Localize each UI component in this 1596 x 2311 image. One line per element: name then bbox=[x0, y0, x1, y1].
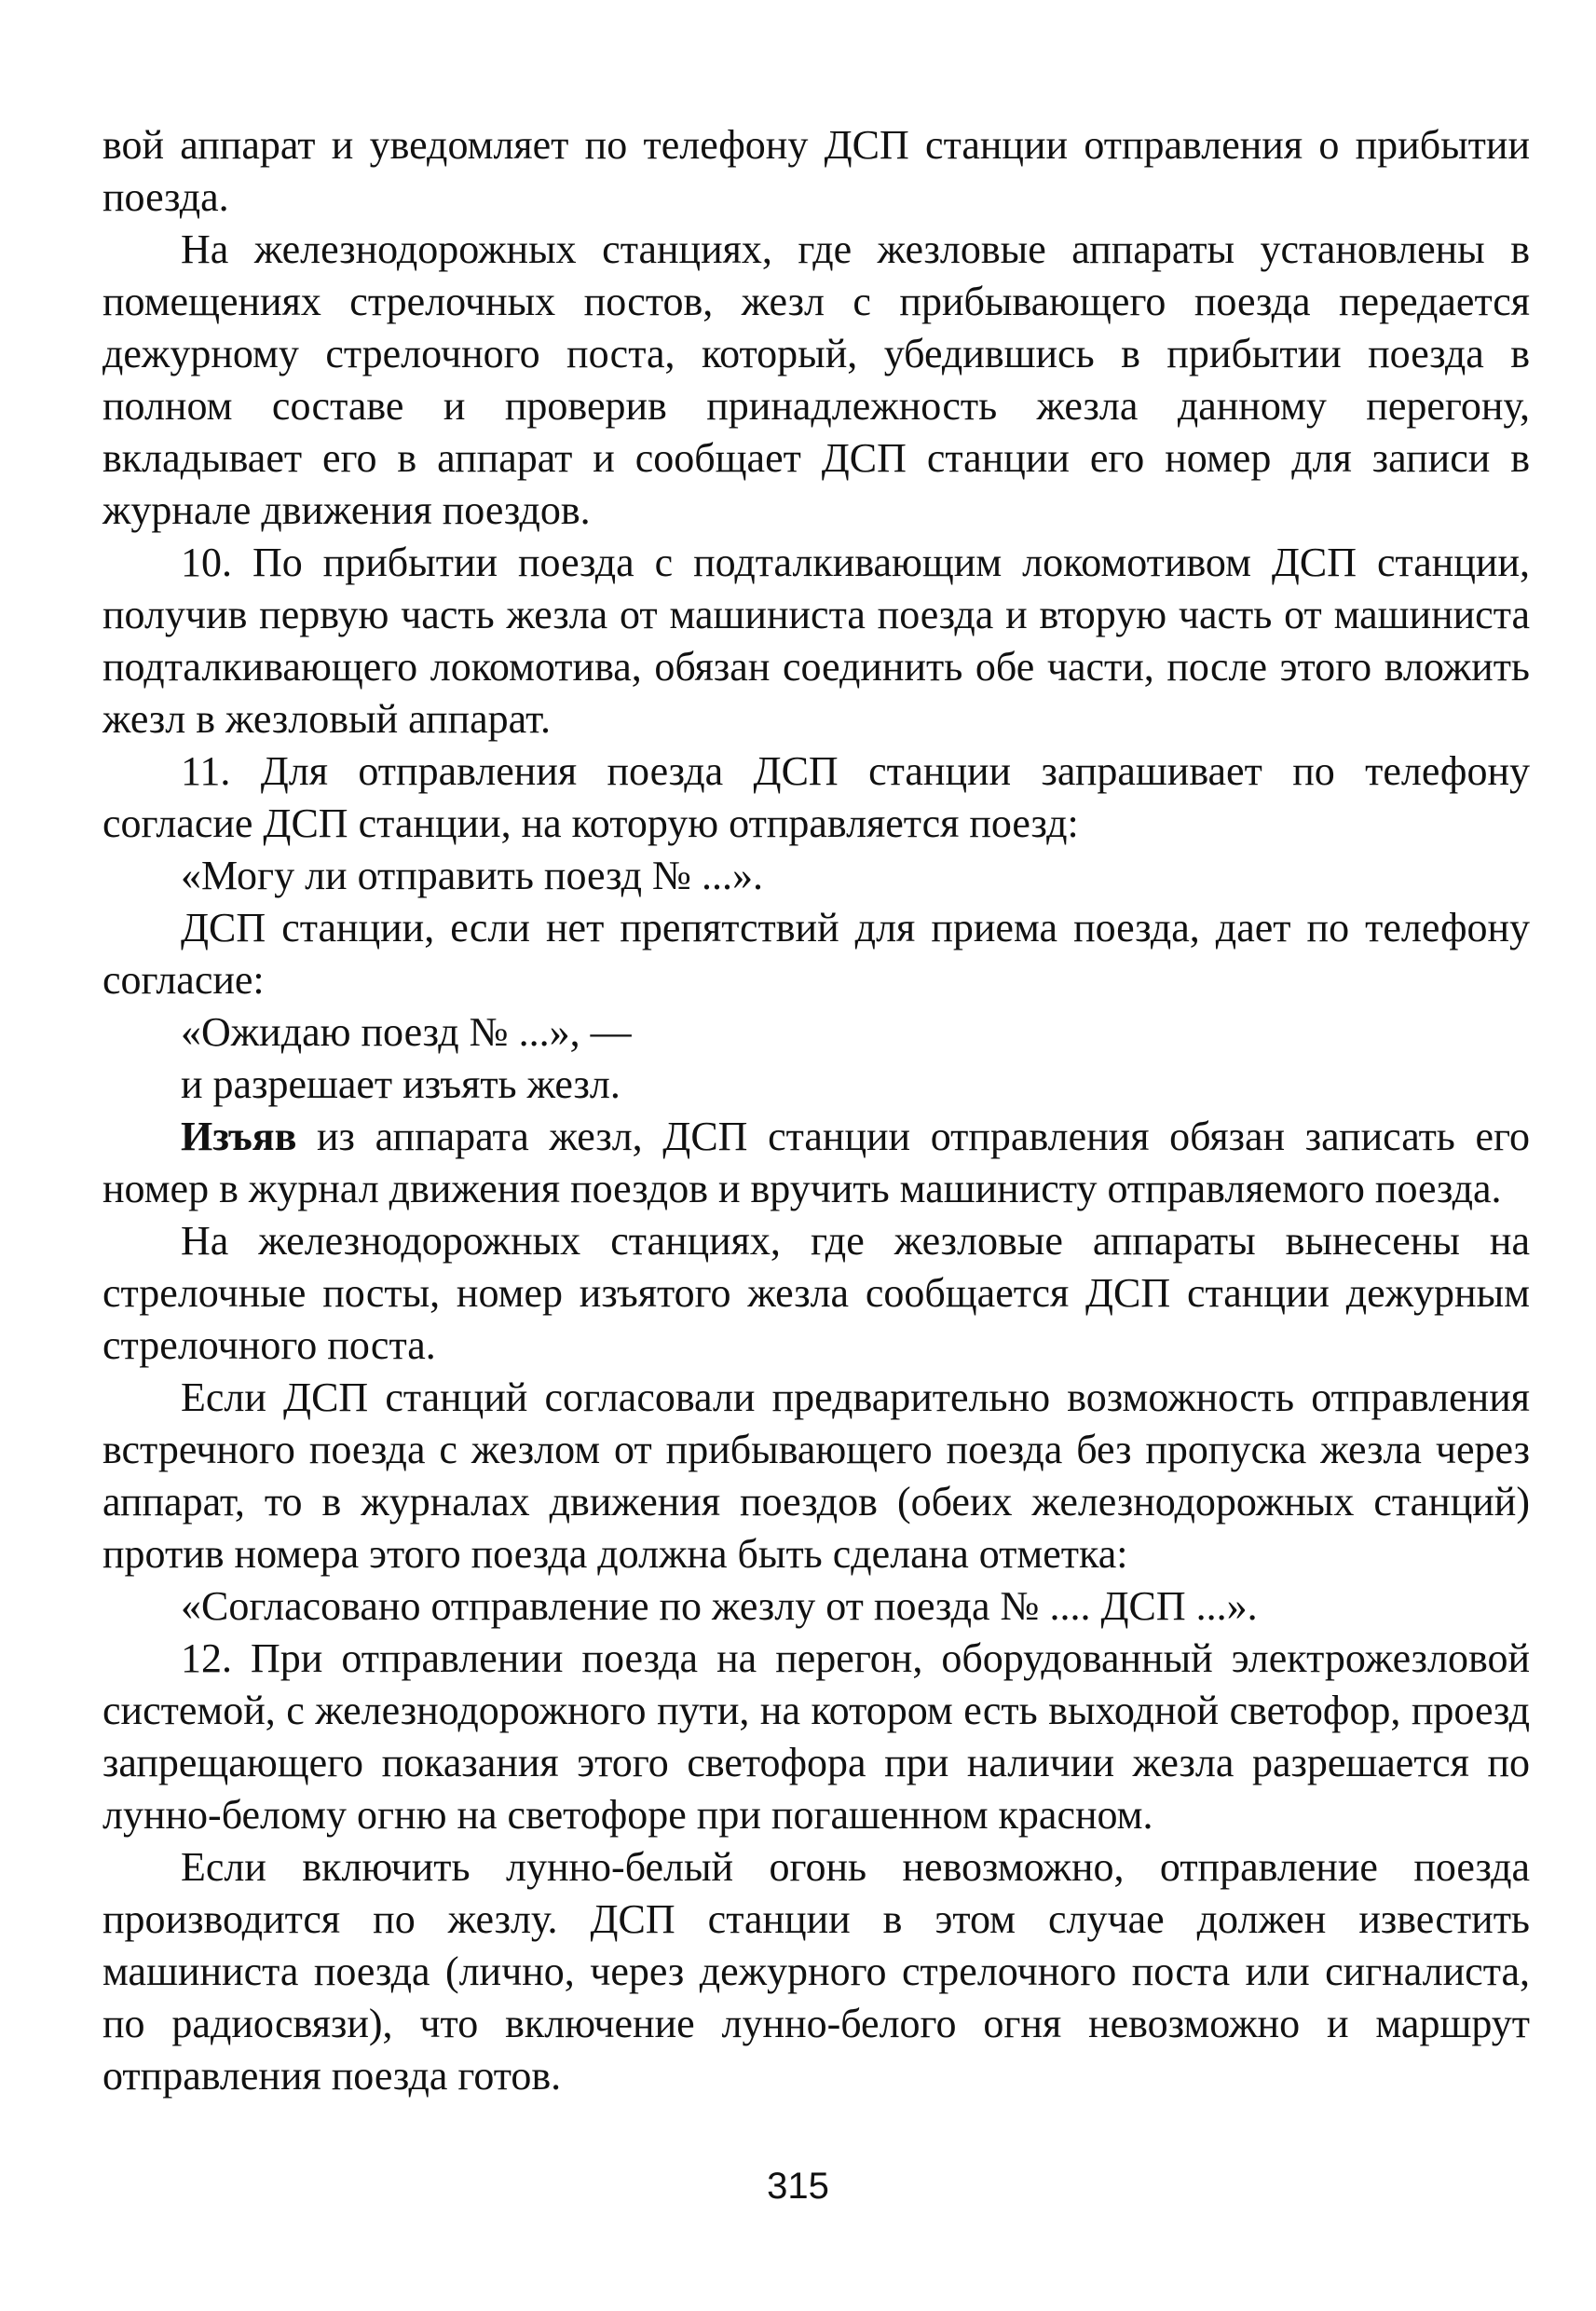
paragraph-removed-staff bbox=[102, 1111, 1530, 1215]
paragraph-consent: ДСП станции, если нет препятствий для приема поезда, дает по телефону согласие: bbox=[102, 905, 1530, 1003]
page-number: 315 bbox=[767, 2166, 829, 2207]
paragraph-agreed-departure: Если ДСП станций согласовали предварительно возможность отправления встречного поезда с жезлом от прибывающего поезда без пропуска жезла через аппарат, то в журналах движения поездов (обеих железнодорожных станций) против номера этого поезда должна быть сделана отметка: bbox=[102, 1374, 1530, 1577]
bold-lead-word: Изъяв bbox=[181, 1114, 297, 1159]
page-body bbox=[102, 119, 1530, 2102]
paragraph-continuation: вой аппарат и уведомляет по телефону ДСП станции отправления о прибытии поезда. bbox=[102, 122, 1530, 220]
paragraph-item-10: 10. По прибытии поезда с подталкивающим локомотивом ДСП станции, получив первую часть жезла от машиниста поезда и вторую часть от машиниста подталкивающего локомотива, обязан соединить обе части, после этого вложить жезл в жезловый аппарат. bbox=[102, 540, 1530, 742]
paragraph-white-light: Если включить лунно-белый огонь невозможно, отправление поезда производится по жезлу. ДСП станции в этом случае должен известить машиниста поезда (лично, через дежурного стрелочного поста или сигналиста, по радиосвязи), что включение лунно-белого огня невозможно и маршрут отправления поезда готов. bbox=[102, 1844, 1530, 2099]
paragraph-allow-remove: и разрешает изъять жезл. bbox=[181, 1061, 621, 1107]
paragraph-item-12: 12. При отправлении поезда на перегон, оборудованный электрожезловой системой, с железнодорожного пути, на котором есть выходной светофор, проезд запрещающего показания этого светофора при наличии жезла разрешается по лунно-белому огню на светофоре при погашенном красном. bbox=[102, 1635, 1530, 1838]
paragraph-quote-agreed: «Согласовано отправление по жезлу от поезда № .... ДСП ...». bbox=[181, 1583, 1258, 1629]
paragraph-item-11: 11. Для отправления поезда ДСП станции запрашивает по телефону согласие ДСП станции, на которую отправляется поезд: bbox=[102, 748, 1530, 846]
paragraph-quote-expect: «Ожидаю поезд № ...», — bbox=[181, 1009, 632, 1055]
paragraph-switch-posts: На железнодорожных станциях, где жезловые аппараты вынесены на стрелочные посты, номер изъятого жезла сообщается ДСП станции дежурным стрелочного поста. bbox=[102, 1218, 1530, 1368]
paragraph-quote-request: «Могу ли отправить поезд № ...». bbox=[181, 853, 764, 898]
paragraph-stations-posts: На железнодорожных станциях, где жезловые аппараты установлены в помещениях стрелочных постов, жезл с прибывающего поезда передается дежурному стрелочного поста, который, убедившись в прибытии поезда в полном составе и проверив принадлежность жезла данному перегону, вкладывает его в аппарат и сообщает ДСП станции его номер для записи в журнале движения поездов. bbox=[102, 226, 1530, 533]
paragraph-removed-staff-text: из аппарата жезл, ДСП станции отправления обязан записать его номер в журнал движения поездов и вручить машинисту отправляемого поезда. bbox=[102, 1114, 1530, 1211]
